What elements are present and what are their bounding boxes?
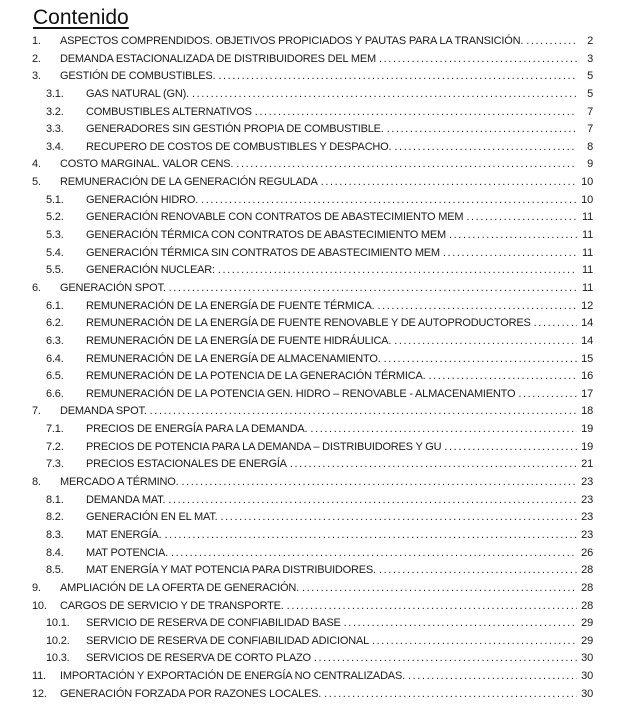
toc-entry-number: 8.2. (46, 511, 64, 524)
toc-entry-label: GESTIÓN DE COMBUSTIBLES. (60, 70, 216, 83)
toc-entry[interactable] (0, 527, 625, 545)
dot-leader (201, 192, 577, 210)
dot-leader (534, 315, 577, 333)
toc-entry-number: 3.1. (46, 87, 64, 100)
toc-entry-label: GENERACIÓN EN EL MAT. (86, 511, 218, 524)
toc-entry[interactable] (0, 686, 625, 704)
toc-entry-number: 10.3. (46, 652, 70, 665)
dot-leader (287, 598, 577, 616)
toc-entry[interactable] (0, 368, 625, 386)
dot-leader (236, 156, 577, 174)
toc-entry-page: 30 (581, 687, 593, 700)
dot-leader (394, 139, 577, 157)
toc-entry[interactable] (0, 68, 625, 86)
toc-entry-page: 29 (581, 617, 593, 630)
toc-entry[interactable] (0, 262, 625, 280)
toc-entry-number: 8. (32, 476, 41, 489)
dot-leader (344, 615, 577, 633)
toc-entry-number: 5. (32, 176, 41, 189)
dot-leader (443, 245, 577, 263)
toc-entry-label: GENERACIÓN SPOT. (60, 281, 166, 294)
toc-entry-label: GENERACIÓN TÉRMICA SIN CONTRATOS DE ABASTECIMIENTO MEM (86, 246, 440, 259)
dot-leader (394, 333, 577, 351)
toc-entry-number: 6.3. (46, 334, 64, 347)
toc-entry-label: MAT ENERGÍA. (86, 528, 162, 541)
toc-entry-label: SERVICIO DE RESERVA DE CONFIABILIDAD BASE (86, 617, 341, 630)
dot-leader (466, 209, 577, 227)
toc-entry[interactable] (0, 562, 625, 580)
toc-entry-number: 6.2. (46, 317, 64, 330)
toc-entry-page: 23 (581, 511, 593, 524)
toc-entry-label: REMUNERACIÓN DE LA ENERGÍA DE ALMACENAMIENTO. (86, 352, 381, 365)
toc-entry-page: 10 (581, 176, 593, 189)
toc-entry-label: REMUNERACIÓN DE LA POTENCIA DE LA GENERACIÓN TÉRMICA. (86, 370, 426, 383)
dot-leader (150, 403, 577, 421)
toc-entry-number: 5.2. (46, 211, 64, 224)
toc-entry-page: 14 (581, 317, 593, 330)
toc-entry-page: 12 (581, 299, 593, 312)
dot-leader (377, 298, 577, 316)
toc-entry-label: GENERACIÓN TÉRMICA CON CONTRATOS DE ABASTECIMIENTO MEM (86, 229, 446, 242)
toc-entry-label: CARGOS DE SERVICIO Y DE TRANSPORTE. (60, 599, 284, 612)
toc-entry-number: 4. (32, 158, 41, 171)
toc-entry-page: 11 (581, 264, 593, 277)
toc-entry-number: 7.2. (46, 440, 64, 453)
dot-leader (171, 545, 577, 563)
dot-leader (164, 527, 577, 545)
toc-entry-label: DEMANDA MAT. (86, 493, 166, 506)
toc-entry-label: GENERACIÓN RENOVABLE CON CONTRATOS DE ABASTECIMIENTO MEM (86, 211, 464, 224)
dot-leader (379, 51, 577, 69)
dot-leader (384, 351, 577, 369)
toc-entry-number: 5.5. (46, 264, 64, 277)
toc-entry[interactable] (0, 580, 625, 598)
toc-entry[interactable] (0, 245, 625, 263)
toc-entry[interactable] (0, 421, 625, 439)
dot-leader (169, 280, 577, 298)
toc-entry-page: 7 (587, 105, 593, 118)
toc-entry-label: ASPECTOS COMPRENDIDOS. OBJETIVOS PROPICIADOS Y PAUTAS PARA LA TRANSICIÓN. (60, 35, 524, 47)
toc-entry-number: 7.1. (46, 423, 64, 436)
toc-entry[interactable] (0, 33, 625, 51)
toc-entry-number: 3.2. (46, 105, 64, 118)
toc-entry[interactable] (0, 615, 625, 633)
toc-entry-page: 2 (587, 35, 593, 47)
toc-entry-page: 19 (581, 440, 593, 453)
dot-leader (526, 33, 577, 51)
dot-leader (372, 633, 577, 651)
toc-entry-label: AMPLIACIÓN DE LA OFERTA DE GENERACIÓN. (60, 581, 299, 594)
toc-entry[interactable] (0, 403, 625, 421)
toc-entry[interactable] (0, 280, 625, 298)
toc-entry[interactable] (0, 156, 625, 174)
toc-entry-number: 8.1. (46, 493, 64, 506)
toc-entry-page: 28 (581, 581, 593, 594)
toc-entry-label: IMPORTACIÓN Y EXPORTACIÓN DE ENERGÍA NO CENTRALIZADAS. (60, 670, 405, 683)
toc-entry[interactable] (0, 192, 625, 210)
toc-entry-label: REMUNERACIÓN DE LA ENERGÍA DE FUENTE TÉRMICA. (86, 299, 375, 312)
toc-entry[interactable] (0, 227, 625, 245)
dot-leader (518, 386, 577, 404)
toc-entry-page: 5 (587, 87, 593, 100)
toc-entry-page: 18 (581, 405, 593, 418)
dot-leader (218, 68, 577, 86)
toc-entry-number: 6.4. (46, 352, 64, 365)
toc-entry-label: GENERACIÓN HIDRO. (86, 193, 199, 206)
toc-entry-page: 23 (581, 493, 593, 506)
toc-entry-label: PRECIOS DE POTENCIA PARA LA DEMANDA – DISTRIBUIDORES Y GU (86, 440, 442, 453)
toc-entry-label: DEMANDA SPOT. (60, 405, 147, 418)
toc-entry-page: 9 (587, 158, 593, 171)
toc-entry-page: 10 (581, 193, 593, 206)
toc-entry-label: MAT POTENCIA. (86, 546, 168, 559)
toc-entry-number: 5.4. (46, 246, 64, 259)
toc-entry-page: 26 (581, 546, 593, 559)
toc-entry-number: 10.1. (46, 617, 70, 630)
toc-entry-page: 15 (581, 352, 593, 365)
toc-entry[interactable] (0, 386, 625, 404)
toc-entry-label: REMUNERACIÓN DE LA ENERGÍA DE FUENTE RENOVABLE Y DE AUTOPRODUCTORES (86, 317, 531, 330)
dot-leader (310, 421, 577, 439)
toc-entry-page: 16 (581, 370, 593, 383)
toc-entry-page: 11 (581, 211, 593, 224)
toc-entry[interactable] (0, 650, 625, 668)
toc-entry-page: 30 (581, 670, 593, 683)
toc-entry-page: 17 (581, 387, 593, 400)
toc-entry-label: GENERACIÓN FORZADA POR RAZONES LOCALES. (60, 687, 322, 700)
toc-entry-number: 10.2. (46, 634, 70, 647)
toc-entry-number: 8.4. (46, 546, 64, 559)
toc-entry-page: 7 (587, 123, 593, 136)
toc-entry-page: 11 (581, 246, 593, 259)
toc-entry-number: 8.5. (46, 564, 64, 577)
toc-entry-label: GAS NATURAL (GN). (86, 87, 189, 100)
toc-entry-label: COSTO MARGINAL. VALOR CENS. (60, 158, 234, 171)
toc-entry-number: 6. (32, 281, 41, 294)
toc-entry-label: PRECIOS DE ENERGÍA PARA LA DEMANDA. (86, 423, 308, 436)
toc-entry[interactable] (0, 51, 625, 69)
dot-leader (255, 104, 577, 122)
dot-leader (387, 121, 577, 139)
toc-entry-number: 11. (32, 670, 46, 683)
toc-entry[interactable] (0, 333, 625, 351)
toc-entry-number: 3. (32, 70, 41, 83)
dot-leader (290, 456, 577, 474)
toc-entry[interactable] (0, 598, 625, 616)
toc-entry[interactable] (0, 298, 625, 316)
toc-entry[interactable] (0, 509, 625, 527)
dot-leader (449, 227, 577, 245)
toc-entry-number: 6.5. (46, 370, 64, 383)
toc-entry-number: 1. (32, 35, 41, 47)
toc-entry-number: 5.3. (46, 229, 64, 242)
toc-entry[interactable] (0, 456, 625, 474)
toc-entry-number: 9. (32, 581, 41, 594)
toc-entry[interactable] (0, 139, 625, 157)
toc-entry-page: 11 (581, 281, 593, 294)
toc-entry[interactable] (0, 209, 625, 227)
toc-entry-number: 7.3. (46, 458, 64, 471)
toc-entry-label: MERCADO A TÉRMINO. (60, 476, 179, 489)
toc-entry-number: 12. (32, 687, 47, 700)
toc-entry-number: 3.3. (46, 123, 64, 136)
toc-entry-number: 8.3. (46, 528, 64, 541)
toc-entry-label: PRECIOS ESTACIONALES DE ENERGÍA (86, 458, 287, 471)
toc-entry-number: 3.4. (46, 140, 64, 153)
dot-leader (302, 580, 577, 598)
toc-entry[interactable] (0, 104, 625, 122)
toc-entry-page: 30 (581, 652, 593, 665)
dot-leader (324, 686, 577, 704)
toc-entry[interactable] (0, 351, 625, 369)
toc-entry-page: 5 (587, 70, 593, 83)
toc-entry-label: REMUNERACIÓN DE LA POTENCIA GEN. HIDRO – RENOVABLE - ALMACENAMIENTO (86, 387, 516, 400)
toc-entry-label: REMUNERACIÓN DE LA ENERGÍA DE FUENTE HIDRÁULICA. (86, 334, 392, 347)
toc-entry-page: 21 (581, 458, 593, 471)
dot-leader (181, 474, 577, 492)
toc-entry-label: SERVICIOS DE RESERVA DE CORTO PLAZO (86, 652, 311, 665)
toc-entry-page: 28 (581, 599, 593, 612)
toc-list (0, 33, 625, 703)
toc-entry[interactable] (0, 174, 625, 192)
toc-entry-number: 6.1. (46, 299, 64, 312)
toc-entry[interactable] (0, 633, 625, 651)
toc-entry-page: 3 (587, 52, 593, 65)
toc-entry-number: 6.6. (46, 387, 64, 400)
dot-leader (444, 439, 577, 457)
dot-leader (321, 174, 577, 192)
toc-entry-label: DEMANDA ESTACIONALIZADA DE DISTRIBUIDORES DEL MEM (60, 52, 376, 65)
toc-entry-label: GENERADORES SIN GESTIÓN PROPIA DE COMBUSTIBLE. (86, 123, 384, 136)
toc-entry[interactable] (0, 121, 625, 139)
toc-entry-page: 8 (587, 140, 593, 153)
toc-entry-page: 28 (581, 564, 593, 577)
toc-entry-label: REMUNERACIÓN DE LA GENERACIÓN REGULADA (60, 176, 318, 189)
dot-leader (408, 668, 577, 686)
toc-entry[interactable] (0, 439, 625, 457)
dot-leader (221, 509, 578, 527)
toc-entry[interactable] (0, 492, 625, 510)
toc-entry[interactable] (0, 668, 625, 686)
toc-entry-page: 19 (581, 423, 593, 436)
toc-entry-page: 23 (581, 528, 593, 541)
dot-leader (428, 368, 577, 386)
toc-entry-label: SERVICIO DE RESERVA DE CONFIABILIDAD ADICIONAL (86, 634, 369, 647)
toc-entry-page: 29 (581, 634, 593, 647)
toc-entry-number: 5.1. (46, 193, 64, 206)
toc-entry-label: MAT ENERGÍA Y MAT POTENCIA PARA DISTRIBUIDORES. (86, 564, 376, 577)
toc-entry-number: 2. (32, 52, 41, 65)
toc-entry[interactable] (0, 86, 625, 104)
toc-entry[interactable] (0, 315, 625, 333)
dot-leader (379, 562, 577, 580)
dot-leader (168, 492, 577, 510)
toc-entry-number: 7. (32, 405, 41, 418)
toc-entry[interactable] (0, 474, 625, 492)
toc-entry-page: 14 (581, 334, 593, 347)
toc-entry-label: COMBUSTIBLES ALTERNATIVOS (86, 105, 252, 118)
toc-entry-number: 10. (32, 599, 47, 612)
toc-entry-page: 11 (581, 229, 593, 242)
page-title: Contenido (33, 6, 129, 29)
document-page (0, 6, 625, 727)
toc-entry-page: 23 (581, 476, 593, 489)
toc-entry-label: GENERACIÓN NUCLEAR: (86, 264, 215, 277)
dot-leader (192, 86, 577, 104)
dot-leader (218, 262, 577, 280)
toc-entry[interactable] (0, 545, 625, 563)
toc-entry-label: RECUPERO DE COSTOS DE COMBUSTIBLES Y DESPACHO. (86, 140, 392, 153)
dot-leader (314, 650, 577, 668)
